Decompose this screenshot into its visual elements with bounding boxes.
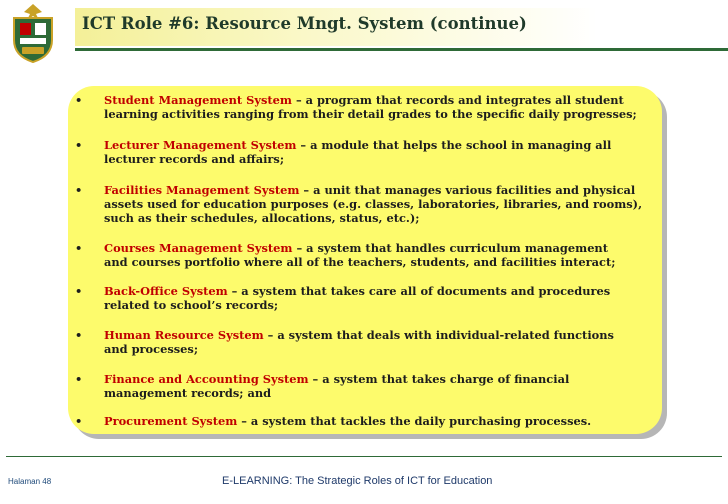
bullet-desc-cont: lecturer records and affairs; <box>104 152 285 166</box>
institution-crest-logo <box>6 2 60 64</box>
bullet-desc: – a program that records and integrates all student <box>291 93 624 107</box>
bullet-term: Procurement System <box>104 414 238 428</box>
bullet-desc-cont: and processes; <box>104 342 199 356</box>
bullet-term: Back-Office System <box>104 284 228 298</box>
bullet-desc-cont: and courses portfolio where all of the teachers, students, and facilities interact; <box>104 255 616 269</box>
bullet-dot: • <box>75 284 83 298</box>
bullet-term: Facilities Management System <box>104 183 300 197</box>
crest-ribbon <box>22 47 44 54</box>
bullet-dot: • <box>75 183 83 197</box>
bullet-desc: – a module that helps the school in managing all <box>296 138 612 152</box>
page-number: Halaman 48 <box>8 477 52 486</box>
bullet-dot: • <box>75 241 83 255</box>
bullet-dot: • <box>75 414 83 428</box>
bullet-dot: • <box>75 93 83 107</box>
crest-band <box>20 38 46 44</box>
crest-quarter-red <box>20 23 31 35</box>
bullet-desc: – a system that tackles the daily purchasing processes. <box>237 414 592 428</box>
bullet-term: Lecturer Management System <box>104 138 297 152</box>
bullet-dot: • <box>75 138 83 152</box>
footer-divider <box>6 456 722 457</box>
bullet-dot: • <box>75 372 83 386</box>
slide-title: ICT Role #6: Resource Mngt. System (continue) <box>82 14 527 33</box>
title-underline <box>75 48 728 51</box>
bullet-desc: – a system that deals with individual-related functions <box>263 328 614 342</box>
bullet-term: Student Management System <box>104 93 292 107</box>
crest-quarter-white <box>35 23 46 35</box>
bullet-dot: • <box>75 328 83 342</box>
bullet-desc-cont: management records; and <box>104 386 272 400</box>
bullet-term: Human Resource System <box>104 328 264 342</box>
bullet-desc-cont: related to school’s records; <box>104 298 279 312</box>
bullet-desc: – a unit that manages various facilities and physical <box>299 183 636 197</box>
bullet-desc-cont: such as their schedules, allocations, status, etc.); <box>104 211 420 225</box>
bullet-desc: – a system that handles curriculum management <box>292 241 608 255</box>
bullet-desc-cont: assets used for education purposes (e.g. classes, laboratories, libraries, and rooms), <box>104 197 643 211</box>
bullet-desc-cont: learning activities ranging from their detail grades to the specific daily progresses; <box>104 107 637 121</box>
footer-caption: E-LEARNING: The Strategic Roles of ICT for Education <box>222 475 493 487</box>
bullet-term: Courses Management System <box>104 241 293 255</box>
bullet-desc: – a system that takes care all of documents and procedures <box>227 284 611 298</box>
bullet-term: Finance and Accounting System <box>104 372 309 386</box>
bullet-desc: – a system that takes charge of financial <box>308 372 570 386</box>
